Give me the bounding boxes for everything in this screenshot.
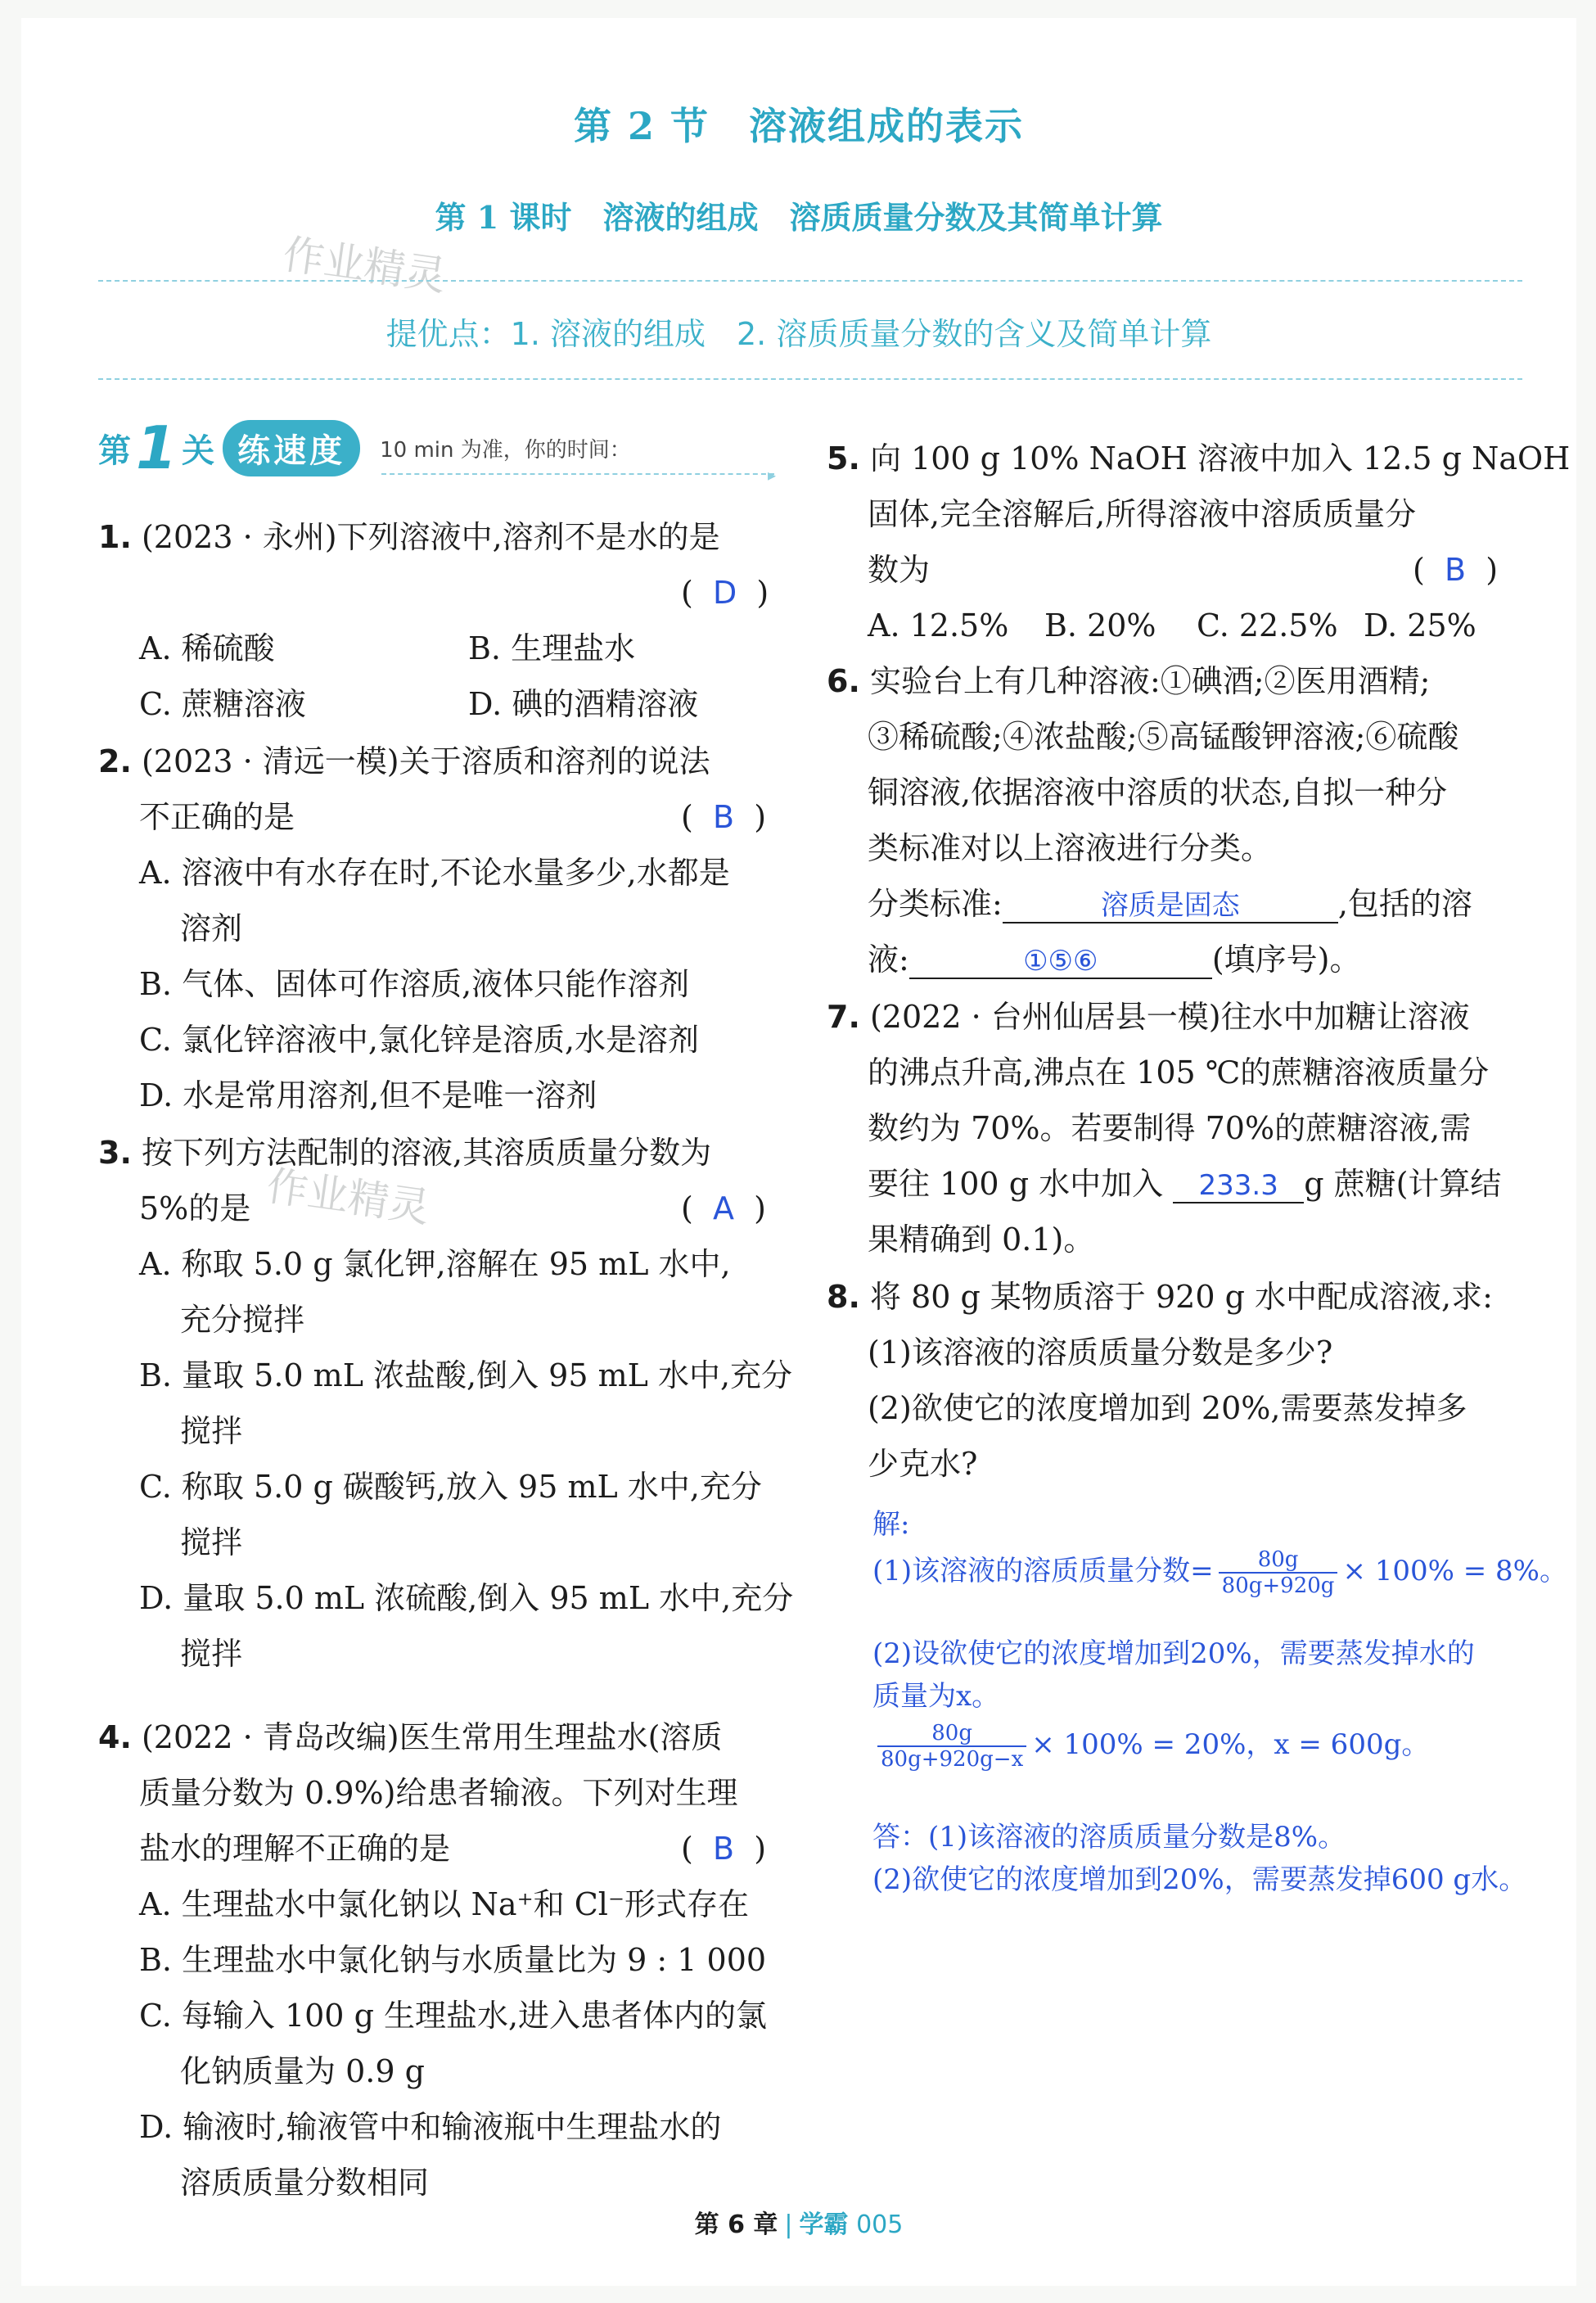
option: A. 生理盐水中氯化钠以 Na⁺和 Cl⁻形式存在 xyxy=(139,1886,750,1922)
option: A. 12.5% xyxy=(868,607,1009,643)
question-7-blank-line: 要往 100 g 水中加入 233.3 g 蔗糖(计算结 xyxy=(868,1166,1502,1202)
option: D. 水是常用溶剂,但不是唯一溶剂 xyxy=(139,1077,597,1113)
fill-blank-sugar[interactable]: 233.3 xyxy=(1173,1167,1304,1203)
option: D. 25% xyxy=(1364,607,1477,643)
option: B. 生理盐水中氯化钠与水质量比为 9 : 1 000 xyxy=(139,1942,767,1978)
watermark: 作业精灵 xyxy=(264,1162,433,1232)
solution-label: 解: xyxy=(872,1508,910,1541)
solution-step-2-eq: $\frac{80g}{80g+920g-x}$ × 100% = 20%，x = 600g。 xyxy=(872,1721,1429,1772)
fill-blank-solutions[interactable]: ①⑤⑥ xyxy=(909,943,1212,979)
question-3: 3. 按下列方法配制的溶液,其溶质质量分数为 xyxy=(98,1135,712,1171)
question-8-part2-line2: 少克水? xyxy=(868,1446,978,1482)
section-title: 第 2 节 溶液组成的表示 xyxy=(573,104,1025,148)
fill-blank-standard[interactable]: 溶质是固态 xyxy=(1003,887,1338,923)
solution-step-2: (2)设欲使它的浓度增加到20%，需要蒸发掉水的 xyxy=(872,1637,1475,1670)
option-cont: 溶剂 xyxy=(180,910,243,946)
section-guan: 关 xyxy=(182,431,215,470)
answer-8-part1: 答：(1)该溶液的溶质质量分数是8%。 xyxy=(872,1821,1346,1854)
speed-badge: 练速度 xyxy=(223,420,360,476)
question-8-part2: (2)欲使它的浓度增加到 20%,需要蒸发掉多 xyxy=(868,1390,1468,1426)
answer-1: ( D ) xyxy=(681,575,769,611)
option: D. 碘的酒精溶液 xyxy=(468,686,699,722)
option: A. 稀硫酸 xyxy=(139,630,275,666)
page-number: 005 xyxy=(856,2210,904,2239)
workbook-page xyxy=(21,18,1576,2286)
solution-step-1: (1)该溶液的溶质质量分数= $\frac{80g}{80g+920g}$ × 100% = 8%。 xyxy=(872,1547,1567,1598)
question-6: 6. 实验台上有几种溶液:①碘酒;②医用酒精; xyxy=(827,663,1431,699)
option: B. 气体、固体可作溶质,液体只能作溶剂 xyxy=(139,966,690,1002)
option: A. 称取 5.0 g 氯化钾,溶解在 95 mL 水中, xyxy=(139,1246,731,1282)
watermark: 作业精灵 xyxy=(280,230,449,300)
question-6-blank-line2: 液: ①⑤⑥ (填序号)。 xyxy=(868,942,1361,978)
option: C. 22.5% xyxy=(1197,607,1338,643)
option: C. 称取 5.0 g 碳酸钙,放入 95 mL 水中,充分 xyxy=(139,1469,762,1505)
question-2-line2: 不正确的是 xyxy=(139,799,295,835)
option-cont: 充分搅拌 xyxy=(180,1302,305,1338)
option: B. 生理盐水 xyxy=(468,630,636,666)
answer-4: ( B ) xyxy=(681,1831,767,1867)
question-4-line3: 盐水的理解不正确的是 xyxy=(139,1831,451,1867)
divider-bottom xyxy=(98,378,1522,380)
focus-points: 提优点：1. 溶液的组成 2. 溶质质量分数的含义及简单计算 xyxy=(385,316,1212,352)
question-5-line2: 固体,完全溶解后,所得溶液中溶质质量分 xyxy=(868,496,1417,532)
question-1: 1. (2023 · 永州)下列溶液中,溶剂不是水的是 xyxy=(98,519,720,555)
page-footer: 第 6 章 | 学霸 005 xyxy=(694,2210,904,2239)
question-7-line2: 的沸点升高,沸点在 105 ℃的蔗糖溶液质量分 xyxy=(868,1054,1490,1091)
solution-step-2-line2: 质量为x。 xyxy=(872,1680,1000,1713)
option: B. 20% xyxy=(1044,607,1156,643)
option: A. 溶液中有水存在时,不论水量多少,水都是 xyxy=(139,855,730,891)
question-3-line2: 5%的是 xyxy=(139,1190,251,1226)
option-cont: 搅拌 xyxy=(180,1636,243,1672)
question-7: 7. (2022 · 台州仙居县一模)往水中加糖让溶液 xyxy=(827,999,1470,1035)
option: D. 输液时,输液管中和输液瓶中生理盐水的 xyxy=(139,2109,722,2145)
answer-2: ( B ) xyxy=(681,799,767,835)
option-cont: 搅拌 xyxy=(180,1524,243,1560)
time-note: 10 min 为准，你的时间： xyxy=(380,437,631,463)
section-di: 第 xyxy=(98,431,131,470)
option-cont: 化钠质量为 0.9 g xyxy=(180,2053,425,2089)
question-4: 4. (2022 · 青岛改编)医生常用生理盐水(溶质 xyxy=(98,1719,723,1755)
fraction-2: $\frac{80g}{80g+920g-x}$ xyxy=(877,1721,1026,1772)
answer-3: ( A ) xyxy=(681,1190,766,1226)
option: D. 量取 5.0 mL 浓硫酸,倒入 95 mL 水中,充分 xyxy=(139,1580,794,1616)
option: C. 蔗糖溶液 xyxy=(139,686,306,722)
question-6-blank-line: 分类标准: 溶质是固态 ,包括的溶 xyxy=(868,886,1472,922)
footer-chapter: 第 6 章 xyxy=(694,2210,778,2239)
question-5: 5. 向 100 g 10% NaOH 溶液中加入 12.5 g NaOH xyxy=(827,440,1571,476)
answer-8-part2: (2)欲使它的浓度增加到20%，需要蒸发掉600 g水。 xyxy=(872,1863,1527,1896)
section-number: 1 xyxy=(136,413,178,482)
arrow-right-icon: ▸ xyxy=(768,465,777,485)
option: C. 每输入 100 g 生理盐水,进入患者体内的氯 xyxy=(139,1998,768,2034)
option-cont: 搅拌 xyxy=(180,1413,243,1449)
question-5-line3: 数为 xyxy=(868,552,931,588)
option: B. 量取 5.0 mL 浓盐酸,倒入 95 mL 水中,充分 xyxy=(139,1357,793,1393)
question-4-line2: 质量分数为 0.9%)给患者输液。下列对生理 xyxy=(139,1775,738,1811)
question-7-line5: 果精确到 0.1)。 xyxy=(868,1221,1095,1258)
time-arrow-line xyxy=(381,473,774,475)
question-6-line3: 铜溶液,依据溶液中溶质的状态,自拟一种分 xyxy=(868,774,1448,811)
answer-5: ( B ) xyxy=(1413,552,1499,588)
question-2: 2. (2023 · 清远一模)关于溶质和溶剂的说法 xyxy=(98,743,710,779)
question-8-part1: (1)该溶液的溶质质量分数是多少? xyxy=(868,1334,1333,1371)
option-cont: 溶质质量分数相同 xyxy=(180,2165,430,2201)
lesson-subtitle: 第 1 课时 溶液的组成 溶质质量分数及其简单计算 xyxy=(435,199,1163,236)
divider-top xyxy=(98,280,1522,282)
question-6-line4: 类标准对以上溶液进行分类。 xyxy=(868,830,1273,866)
question-7-line3: 数约为 70%。若要制得 70%的蔗糖溶液,需 xyxy=(868,1110,1472,1146)
section-header xyxy=(98,413,631,482)
footer-brand: 学霸 xyxy=(799,2210,849,2239)
question-8: 8. 将 80 g 某物质溶于 920 g 水中配成溶液,求: xyxy=(827,1279,1493,1315)
option: C. 氯化锌溶液中,氯化锌是溶质,水是溶剂 xyxy=(139,1022,700,1058)
question-6-line2: ③稀硫酸;④浓盐酸;⑤高锰酸钾溶液;⑥硫酸 xyxy=(868,719,1459,755)
fraction-1: $\frac{80g}{80g+920g}$ xyxy=(1219,1547,1338,1598)
